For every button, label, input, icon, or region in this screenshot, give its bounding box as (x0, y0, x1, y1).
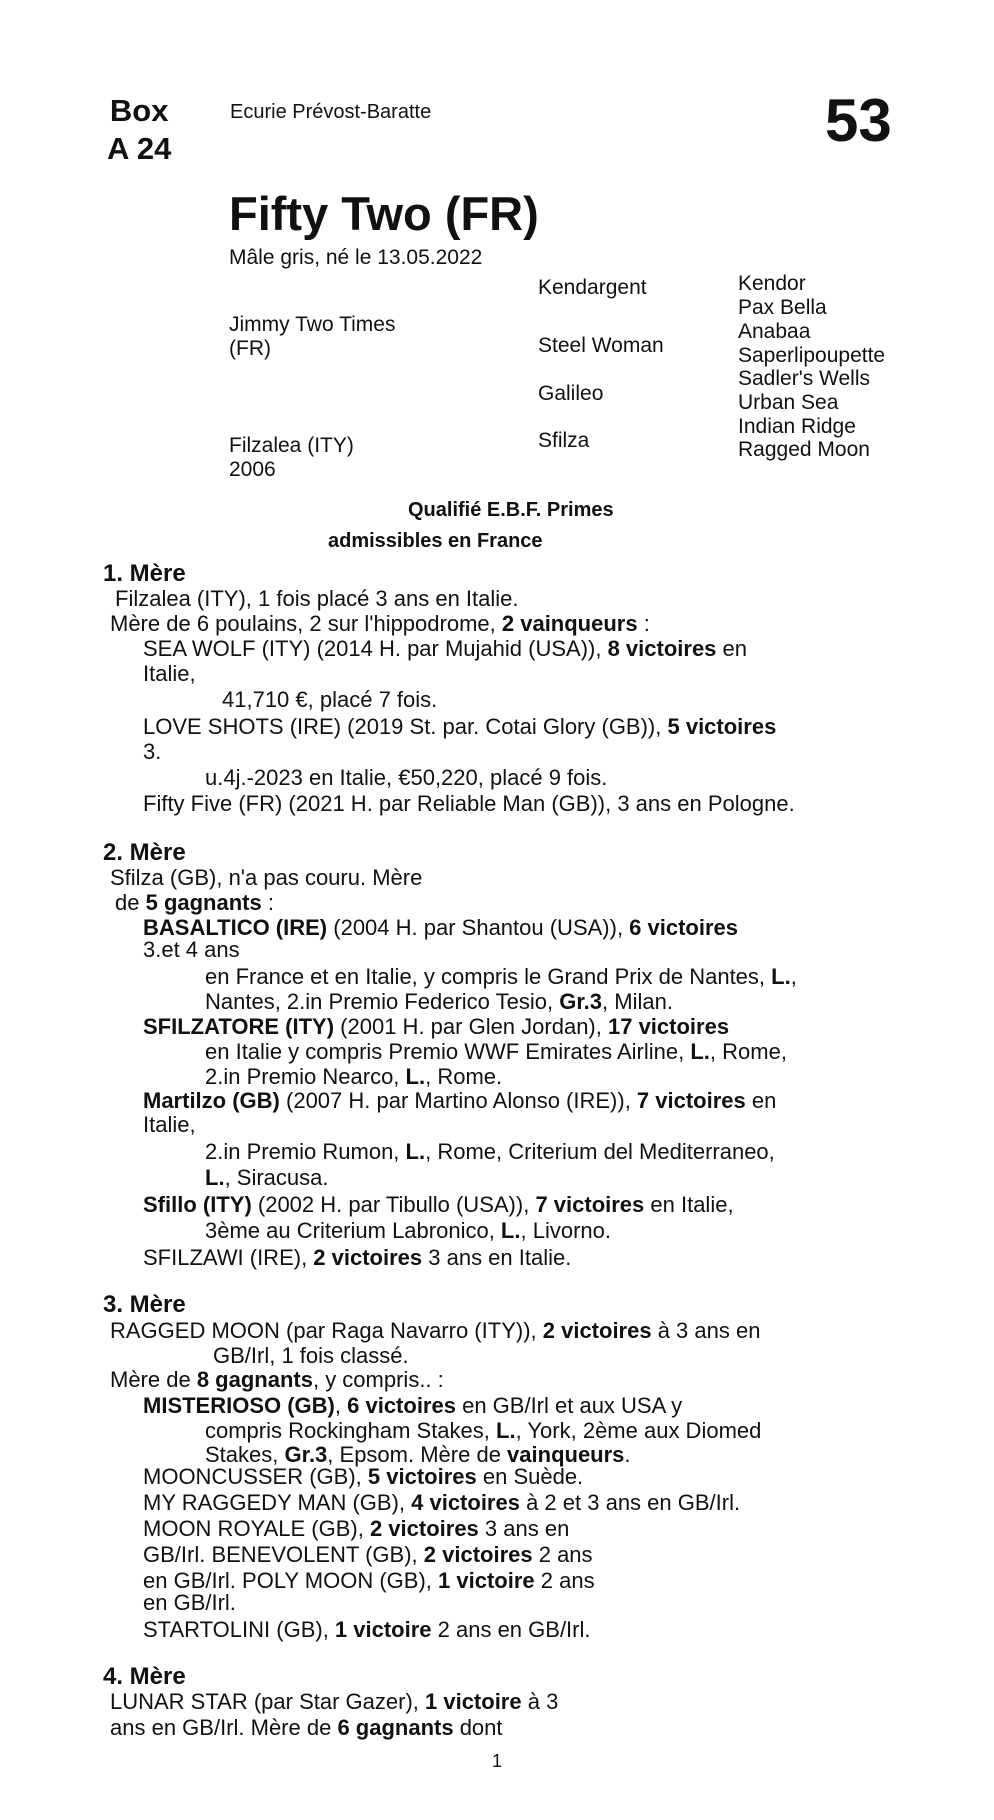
owner-name: Ecurie Prévost-Baratte (230, 101, 432, 123)
text-line: de 5 gagnants : (115, 890, 274, 915)
great-grandparent: Urban Sea (738, 391, 839, 414)
great-grandparent: Indian Ridge (738, 415, 856, 438)
box-number: A 24 (107, 131, 172, 166)
text-line: en GB/Irl. (143, 1590, 236, 1615)
section-title: 3. Mère (103, 1291, 186, 1318)
text-line: Nantes, 2.in Premio Federico Tesio, Gr.3, Milan. (205, 989, 673, 1014)
horse-name: Fifty Two (FR) (229, 187, 539, 240)
text-line: en GB/Irl. POLY MOON (GB), 1 victoire 2 ans (143, 1568, 595, 1593)
great-grandparent: Sadler's Wells (738, 367, 870, 390)
text-line: SFILZAWI (IRE), 2 victoires 3 ans en Italie. (143, 1245, 572, 1270)
great-grandparent: Kendor (738, 272, 806, 295)
text-line: 3ème au Criterium Labronico, L., Livorno. (205, 1218, 611, 1243)
text-line: Filzalea (ITY), 1 fois placé 3 ans en Italie. (115, 586, 519, 611)
text-line: Sfillo (ITY) (2002 H. par Tibullo (USA)), 7 victoires en Italie, (143, 1192, 734, 1217)
sire-line-1: Jimmy Two Times (229, 313, 396, 336)
text-line: LUNAR STAR (par Star Gazer), 1 victoire à 3 (110, 1689, 559, 1714)
text-line: en Italie y compris Premio WWF Emirates Airline, L., Rome, (205, 1039, 787, 1064)
text-line: SFILZATORE (ITY) (2001 H. par Glen Jordan), 17 victoires (143, 1014, 730, 1039)
text-line: en France et en Italie, y compris le Grand Prix de Nantes, L., (205, 964, 797, 989)
text-line: LOVE SHOTS (IRE) (2019 St. par. Cotai Glory (GB)), 5 victoires (143, 714, 777, 739)
text-line: Italie, (143, 1112, 196, 1137)
lot-number: 53 (825, 87, 892, 154)
text-line: Mère de 8 gagnants, y compris.. : (110, 1367, 444, 1392)
text-line: GB/Irl, 1 fois classé. (213, 1343, 409, 1368)
section-title: 4. Mère (103, 1663, 186, 1690)
text-line: ans en GB/Irl. Mère de 6 gagnants dont (110, 1715, 503, 1740)
ebf-line-1: Qualifié E.B.F. Primes (408, 499, 614, 521)
text-line: RAGGED MOON (par Raga Navarro (ITY)), 2 victoires à 3 ans en (110, 1318, 761, 1343)
text-line: 2.in Premio Rumon, L., Rome, Criterium del Mediterraneo, (205, 1139, 775, 1164)
text-line: GB/Irl. BENEVOLENT (GB), 2 victoires 2 ans (143, 1542, 593, 1567)
dam-line-2: 2006 (229, 458, 276, 481)
grandparent: Galileo (538, 382, 604, 405)
text-line: 3. (143, 739, 162, 764)
text-line: 3.et 4 ans (143, 937, 240, 962)
text-line: Stakes, Gr.3, Epsom. Mère de vainqueurs. (205, 1442, 631, 1467)
great-grandparent: Ragged Moon (738, 438, 870, 461)
great-grandparent: Pax Bella (738, 296, 827, 319)
text-line: MISTERIOSO (GB), 6 victoires en GB/Irl et aux USA y (143, 1393, 683, 1418)
grandparent: Kendargent (538, 276, 647, 299)
great-grandparent: Anabaa (738, 320, 811, 343)
page-number: 1 (492, 1751, 503, 1771)
horse-description: Mâle gris, né le 13.05.2022 (229, 246, 483, 269)
text-line: Fifty Five (FR) (2021 H. par Reliable Man (GB)), 3 ans en Pologne. (143, 791, 795, 816)
text-line: Martilzo (GB) (2007 H. par Martino Alonso (IRE)), 7 victoires en (143, 1088, 777, 1113)
grandparent: Sfilza (538, 429, 590, 452)
text-line: Sfilza (GB), n'a pas couru. Mère (110, 865, 423, 890)
text-line: MOONCUSSER (GB), 5 victoires en Suède. (143, 1464, 584, 1489)
text-line: SEA WOLF (ITY) (2014 H. par Mujahid (USA)), 8 victoires en (143, 636, 748, 661)
text-line: L., Siracusa. (205, 1165, 329, 1190)
text-line: MY RAGGEDY MAN (GB), 4 victoires à 2 et 3 ans en GB/Irl. (143, 1490, 741, 1515)
text-line: 41,710 €, placé 7 fois. (222, 687, 438, 712)
sire-line-2: (FR) (229, 337, 271, 360)
box-label (107, 92, 171, 168)
grandparent: Steel Woman (538, 334, 664, 357)
section-title: 2. Mère (103, 839, 186, 866)
great-grandparent: Saperlipoupette (738, 344, 886, 367)
text-line: MOON ROYALE (GB), 2 victoires 3 ans en (143, 1516, 570, 1541)
section-title: 1. Mère (103, 560, 186, 587)
text-line: STARTOLINI (GB), 1 victoire 2 ans en GB/Irl. (143, 1617, 591, 1642)
text-line: u.4j.-2023 en Italie, €50,220, placé 9 fois. (205, 765, 608, 790)
text-line: 2.in Premio Nearco, L., Rome. (205, 1064, 503, 1089)
text-line: BASALTICO (IRE) (2004 H. par Shantou (USA)), 6 victoires (143, 915, 739, 940)
dam-name (229, 434, 354, 482)
text-line: compris Rockingham Stakes, L., York, 2ème aux Diomed (205, 1418, 762, 1443)
dam-line-1: Filzalea (ITY) (229, 434, 354, 457)
box-label-text: Box (109, 93, 169, 128)
ebf-line-2: admissibles en France (328, 530, 543, 552)
sire-name (229, 313, 395, 361)
text-line: Mère de 6 poulains, 2 sur l'hippodrome, 2 vainqueurs : (110, 611, 650, 636)
text-line: Italie, (143, 661, 196, 686)
